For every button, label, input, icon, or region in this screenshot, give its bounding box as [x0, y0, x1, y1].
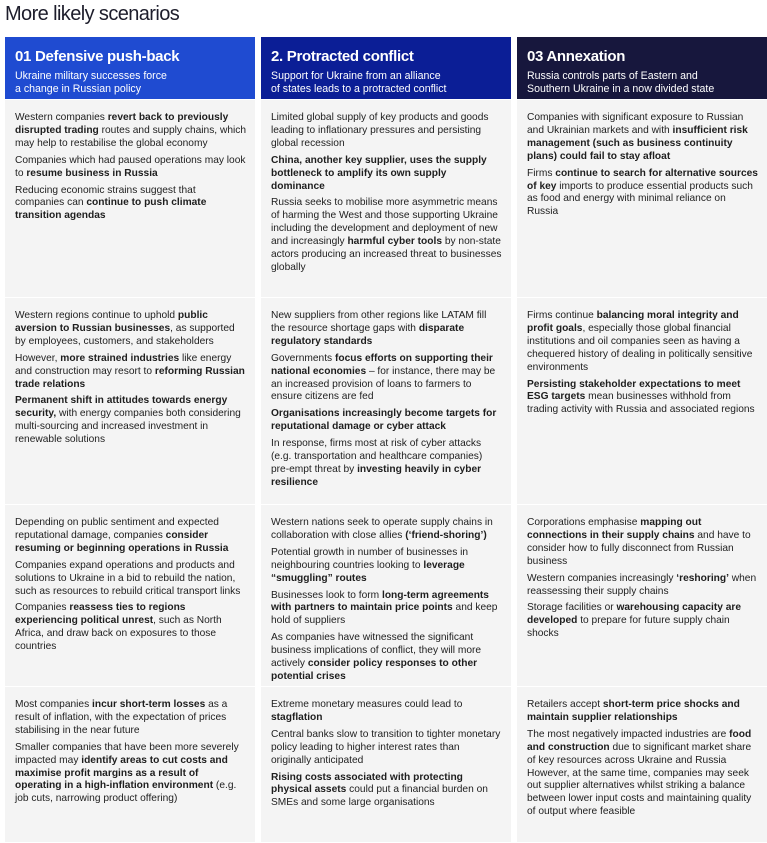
scenario-point	[271, 353, 502, 405]
emphasis-text: short-term price shocks and maintain supplier relationships	[527, 699, 740, 723]
scenario-cell	[517, 100, 767, 297]
body-text: Smaller companies that have been more severely impacted may	[15, 741, 239, 766]
body-text: Governments	[271, 352, 335, 364]
emphasis-text: more strained industries	[60, 352, 180, 364]
body-text: with energy companies both considering multi-sourcing and increased investment in renewable solutions	[15, 408, 241, 446]
scenario-cell	[261, 100, 511, 297]
body-text: Limited global supply of key products and goods leading to inflationary pressures and persisting global recession	[271, 112, 489, 149]
page-title: More likely scenarios	[5, 3, 180, 25]
body-text: (e.g. job cuts, narrowing product offering)	[15, 780, 237, 805]
emphasis-text: insufficient risk management (such as business continuity plans) could fail to stay afloat	[527, 124, 748, 162]
scenario-point	[15, 185, 246, 224]
scenario-point	[15, 310, 246, 349]
emphasis-text: disparate regulatory standards	[271, 322, 465, 347]
scenario-subtitle-line: Southern Ukraine in a now divided state	[527, 82, 715, 95]
scenario-cell	[517, 505, 767, 686]
emphasis-text: reassess ties to regions experiencing political unrest	[15, 602, 186, 627]
body-text: routes and supply chains, which may help to restabilise the global economy	[15, 124, 247, 149]
body-text: However,	[15, 352, 61, 364]
scenario-subtitle-line: of states leads to a protracted conflict	[271, 82, 447, 95]
emphasis-text: stagflation	[271, 711, 323, 723]
body-text: could put a financial burden on SMEs and some large organisations	[271, 784, 488, 809]
scenario-point	[271, 438, 502, 490]
body-text: Reducing economic strains suggest that companies can	[15, 184, 196, 209]
body-text: Western nations seek to operate supply chains in collaboration with close allies	[271, 517, 493, 541]
emphasis-text: incur short-term losses	[92, 699, 206, 710]
scenario-subtitle-line: Support for Ukraine from an alliance	[271, 70, 441, 82]
scenario-subtitle	[15, 70, 245, 96]
emphasis-text: Organisations increasingly become targets for reputational damage or cyber attack	[271, 408, 497, 433]
body-text: Extreme monetary measures could lead to	[271, 699, 463, 710]
body-text: Businesses look to form	[271, 589, 382, 601]
scenario-point	[527, 112, 758, 164]
emphasis-text: harmful cyber tools	[347, 236, 442, 248]
emphasis-text: long-term agreements with partners to maintain price points	[271, 589, 489, 614]
emphasis-text: food and construction	[527, 728, 752, 753]
scenario-point	[271, 310, 502, 349]
scenario-point	[271, 112, 502, 151]
body-text: , especially those global financial institutions and oil companies seen as having a chequered history of dealing in politically sensitive environments	[527, 322, 753, 373]
scenario-point	[527, 517, 758, 569]
scenario-point	[271, 155, 502, 194]
scenario-point	[15, 602, 246, 654]
body-text: The most negatively impacted industries are	[527, 728, 730, 740]
scenario-subtitle	[527, 70, 757, 96]
scenario-subtitle	[271, 70, 501, 96]
emphasis-text: public aversion to Russian businesses	[15, 310, 208, 334]
scenario-point	[271, 547, 502, 586]
body-text: Depending on public sentiment and expected reputational damage, companies	[15, 517, 219, 541]
scenario-cell	[261, 298, 511, 504]
body-text: Retailers accept	[527, 699, 603, 710]
body-text: Central banks slow to transition to tighter monetary policy leading to higher interest rates than originally anticipated	[271, 728, 501, 766]
scenario-point	[527, 699, 758, 725]
scenario-point	[271, 632, 502, 684]
emphasis-text: identify areas to cut costs and maximise profit margins as a result of operating in a high-inflation environment	[15, 754, 228, 792]
scenario-point	[271, 699, 502, 725]
emphasis-text: investing heavily in cyber resilience	[271, 463, 482, 488]
body-text: – for instance, there may be an increased provision of loans to farmers to ensure citizens are fed	[271, 365, 496, 403]
scenario-point	[271, 408, 502, 434]
body-text: and have to consider how to fully disconnect from Russian business	[527, 529, 751, 567]
scenario-point	[527, 379, 758, 418]
emphasis-text: China, another key supplier, uses the supply bottleneck to amplify its own supply dominance	[271, 154, 487, 192]
scenario-point	[527, 602, 758, 641]
body-text: Russia seeks to mobilise more asymmetric means of harming the West and those supporting Ukraine including the development and deployment of new and increasingly	[271, 197, 498, 248]
scenario-point	[15, 395, 246, 447]
emphasis-text: revert back to previously disrupted trading	[15, 112, 229, 136]
scenario-header-protracted-conflict	[261, 37, 511, 99]
emphasis-text: consider resuming or beginning operations in Russia	[15, 529, 229, 554]
scenario-point	[271, 772, 502, 811]
scenario-point	[527, 729, 758, 819]
body-text: and keep hold of suppliers	[271, 602, 498, 627]
body-text: Companies which had paused operations may look to	[15, 154, 246, 179]
scenario-cell	[261, 687, 511, 842]
emphasis-text: ‘reshoring’	[676, 572, 729, 584]
emphasis-text: focus efforts on supporting their national economies	[271, 352, 493, 377]
scenario-cell	[517, 298, 767, 504]
emphasis-text: resume business in Russia	[26, 167, 158, 179]
body-text: Storage facilities or	[527, 602, 617, 614]
scenario-title: 01 Defensive push-back	[15, 48, 180, 65]
body-text: As companies have witnessed the significant business implications of conflict, they will more actively	[271, 632, 482, 670]
scenario-point	[271, 517, 502, 543]
body-text: Companies expand operations and products and solutions to Ukraine in a bid to rebuild the nation, such as resources to rebuild critical transport links	[15, 559, 241, 597]
scenario-grid	[5, 37, 767, 843]
scenario-point	[15, 112, 246, 151]
scenario-point	[271, 590, 502, 629]
scenario-subtitle-line: a change in Russian policy	[15, 82, 142, 95]
scenario-subtitle-line: Russia controls parts of Eastern and	[527, 70, 698, 82]
emphasis-text: (‘friend-shoring’)	[405, 529, 487, 541]
scenario-cell	[5, 505, 255, 686]
body-text: , such as North Africa, and draw back on exposures to those countries	[15, 615, 222, 653]
scenario-point	[15, 155, 246, 181]
scenario-cell	[5, 100, 255, 297]
emphasis-text: Permanent shift in attitudes towards energy security,	[15, 395, 228, 420]
emphasis-text: reforming Russian trade relations	[15, 365, 245, 390]
scenario-point	[271, 197, 502, 274]
body-text: like energy and construction may resort to	[15, 352, 232, 377]
body-text: In response, firms most at risk of cyber attacks (e.g. transportation and healthcare companies) pre-empt threat by	[271, 438, 483, 475]
scenario-point	[271, 729, 502, 768]
body-text: Companies with significant exposure to Russian and Ukrainian markets and with	[527, 112, 744, 136]
scenario-cell	[517, 687, 767, 842]
scenario-cell	[5, 687, 255, 842]
body-text: by non-state actors producing an increased threat to businesses globally	[271, 236, 502, 273]
scenario-point	[527, 310, 758, 375]
body-text: Potential growth in number of businesses in neighbouring countries looking to	[271, 546, 469, 571]
body-text: when reassessing their supply chains	[527, 572, 757, 597]
emphasis-text: Rising costs associated with protecting physical assets	[271, 771, 463, 796]
body-text: Most companies	[15, 699, 93, 710]
scenario-header-defensive-push-back	[5, 37, 255, 99]
scenario-point	[15, 517, 246, 556]
scenario-point	[15, 560, 246, 599]
scenario-point	[15, 353, 246, 392]
emphasis-text: balancing moral integrity and profit goals	[527, 310, 739, 334]
body-text: due to significant market share of key resources across Ukraine and Russia However, at the same time, companies may seek out supplier alternatives whilst striking a balance between lower input costs and maintaining quality of output where feasible	[527, 741, 752, 818]
body-text: Companies	[15, 602, 70, 614]
body-text: Western companies	[15, 112, 108, 123]
scenario-point	[15, 699, 246, 738]
emphasis-text: mapping out connections in their supply chains	[527, 517, 702, 541]
scenario-point	[527, 168, 758, 220]
body-text: Corporations emphasise	[527, 517, 641, 528]
scenario-title: 03 Annexation	[527, 48, 626, 65]
scenario-header-annexation	[517, 37, 767, 99]
body-text: to prepare for future supply chain shocks	[527, 615, 730, 640]
scenario-point	[15, 742, 246, 807]
body-text: imports to produce essential products such as food and energy with minimal reliance on Russia	[527, 180, 753, 218]
emphasis-text: Persisting stakeholder expectations to meet ESG targets	[527, 378, 741, 403]
scenario-title: 2. Protracted conflict	[271, 48, 414, 65]
body-text: as a result of inflation, with the expectation of prices stabilising in the near future	[15, 699, 228, 736]
body-text: Western regions continue to uphold	[15, 310, 178, 321]
body-text: , as supported by employees, customers, and stakeholders	[15, 322, 235, 347]
body-text: Western companies increasingly	[527, 572, 677, 584]
body-text: Firms continue	[527, 310, 597, 321]
scenario-cell	[5, 298, 255, 504]
scenario-cell	[261, 505, 511, 686]
scenario-point	[527, 573, 758, 599]
scenario-subtitle-line: Ukraine military successes force	[15, 70, 167, 82]
emphasis-text: warehousing capacity are developed	[527, 602, 742, 627]
emphasis-text: consider policy responses to other potential crises	[271, 658, 478, 682]
emphasis-text: continue to search for alternative sources of key	[527, 167, 758, 192]
body-text: New suppliers from other regions like LATAM fill the resource shortage gaps with	[271, 310, 487, 334]
body-text: Firms	[527, 167, 556, 179]
emphasis-text: leverage “smuggling” routes	[271, 559, 465, 584]
emphasis-text: continue to push climate transition agendas	[15, 197, 207, 222]
body-text: mean businesses withhold from trading activity with Russia and associated regions	[527, 391, 755, 416]
